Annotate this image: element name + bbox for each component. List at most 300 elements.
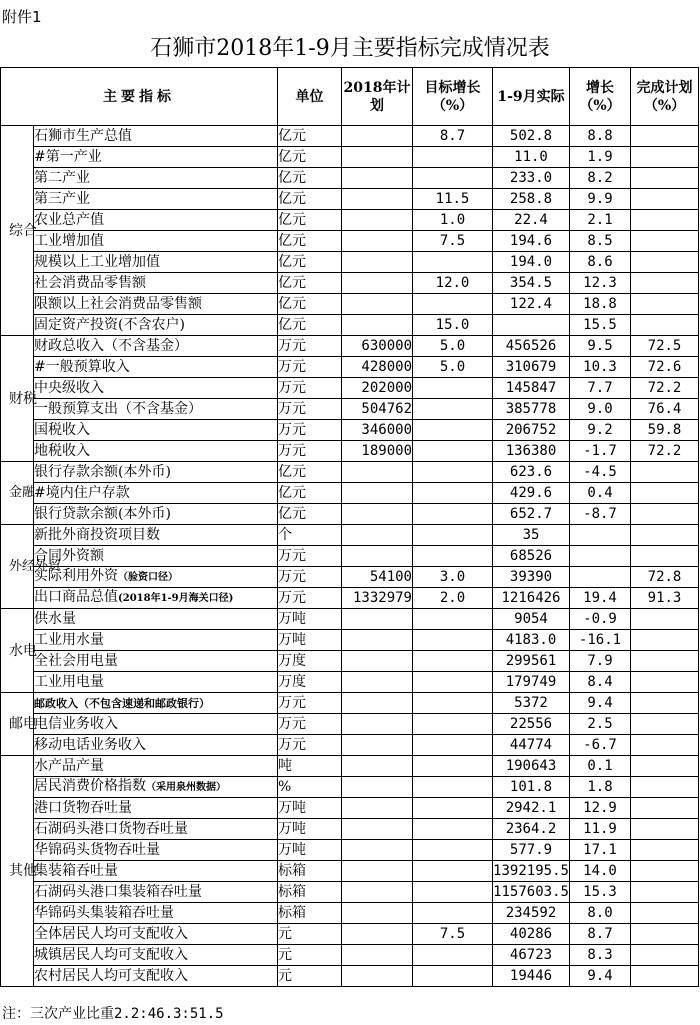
cell-plan [342,798,413,819]
cell-unit: 万元 [278,336,342,357]
indicator-name-text: 农村居民人均可支配收入 [34,967,188,984]
indicator-name-text: 水产品产量 [34,757,104,774]
indicator-note: （采用泉州数据） [146,782,226,793]
cell-growth: 10.3 [570,357,631,378]
indicator-name [34,483,278,504]
indicator-name [34,861,278,882]
cell-actual: 145847 [493,378,570,399]
cell-target [413,798,493,819]
indicator-note: (2018年1-9月海关口径) [118,593,234,604]
table-row [1,693,699,714]
cell-growth: -4.5 [570,462,631,483]
cell-growth: 15.5 [570,315,631,336]
cell-plan [342,777,413,798]
table-body [1,126,699,987]
group-label-text: 邮电 [9,716,37,732]
cell-plan [342,252,413,273]
indicator-name-text: 固定资产投资(不含农户) [34,316,185,333]
cell-completion: 72.2 [631,378,699,399]
header-row [1,68,699,126]
cell-actual: 46723 [493,945,570,966]
table-row [1,546,699,567]
header-completion: 完成计划（%） [631,68,699,126]
cell-completion [631,966,699,987]
indicator-name [34,252,278,273]
cell-completion [631,840,699,861]
cell-actual: 5372 [493,693,570,714]
cell-actual: 354.5 [493,273,570,294]
indicator-name-text: 电信业务收入 [34,715,118,732]
cell-plan: 346000 [342,420,413,441]
cell-completion [631,210,699,231]
cell-target: 3.0 [413,567,493,588]
cell-plan [342,294,413,315]
indicator-name-text: 中央级收入 [34,379,104,396]
cell-actual: 502.8 [493,126,570,147]
cell-completion [631,273,699,294]
cell-plan [342,861,413,882]
indicator-name-text: 石狮市生产总值 [34,127,132,144]
cell-plan [342,126,413,147]
cell-completion [631,756,699,777]
cell-target [413,483,493,504]
indicator-name-text: 社会消费品零售额 [34,274,146,291]
cell-actual: 9054 [493,609,570,630]
cell-target [413,756,493,777]
cell-completion [631,735,699,756]
group-label-g6 [1,693,37,756]
cell-actual: 22.4 [493,210,570,231]
table-row [1,357,699,378]
cell-completion: 72.8 [631,567,699,588]
cell-growth: 8.5 [570,231,631,252]
cell-unit: 吨 [278,756,342,777]
indicator-name-text: 集装箱吞吐量 [34,862,118,879]
cell-unit: 万度 [278,651,342,672]
header-growth: 增长（%） [570,68,631,126]
cell-actual: 429.6 [493,483,570,504]
group-label-g3 [1,462,34,525]
cell-plan [342,504,413,525]
cell-target [413,147,493,168]
cell-growth: 9.4 [570,966,631,987]
group-label-g4 [1,525,62,609]
cell-unit: 万元 [278,441,342,462]
cell-actual: 19446 [493,966,570,987]
indicator-name [34,357,278,378]
indicator-name [34,126,278,147]
indicator-name [34,672,278,693]
indicator-name-text: 邮政收入（不包含速递和邮政银行） [34,696,210,710]
cell-target [413,462,493,483]
cell-growth: 8.6 [570,252,631,273]
cell-plan [342,840,413,861]
cell-growth: 8.0 [570,903,631,924]
cell-completion [631,630,699,651]
indicator-name [34,546,278,567]
cell-actual: 22556 [493,714,570,735]
cell-plan [342,546,413,567]
cell-actual: 1157603.5 [493,882,570,903]
cell-target: 7.5 [413,924,493,945]
table-row [1,273,699,294]
cell-plan [342,231,413,252]
cell-actual: 190643 [493,756,570,777]
cell-unit: 标箱 [278,882,342,903]
indicator-name-text: 工业增加值 [34,232,104,249]
cell-target [413,777,493,798]
cell-completion [631,777,699,798]
indicator-name-text: 国税收入 [34,421,90,438]
cell-unit: % [278,777,342,798]
table-row [1,588,699,609]
cell-unit: 万吨 [278,630,342,651]
cell-unit: 万元 [278,693,342,714]
cell-actual: 179749 [493,672,570,693]
cell-unit: 亿元 [278,147,342,168]
table-row [1,483,699,504]
indicator-name-text: 第三产业 [34,190,90,207]
cell-unit: 万吨 [278,609,342,630]
cell-completion [631,861,699,882]
cell-completion [631,231,699,252]
indicator-name-text: 农业总产值 [34,211,104,228]
cell-unit: 万元 [278,567,342,588]
cell-completion [631,798,699,819]
cell-unit: 万吨 [278,819,342,840]
cell-target [413,630,493,651]
cell-unit: 亿元 [278,504,342,525]
cell-growth [570,546,631,567]
indicator-note: （验资口径） [118,572,178,583]
cell-actual: 310679 [493,357,570,378]
cell-actual: 623.6 [493,462,570,483]
cell-actual: 44774 [493,735,570,756]
cell-growth: -16.1 [570,630,631,651]
cell-actual: 577.9 [493,840,570,861]
cell-plan: 202000 [342,378,413,399]
cell-unit: 万元 [278,735,342,756]
indicator-name [34,441,278,462]
cell-growth: 11.9 [570,819,631,840]
indicator-name [34,903,278,924]
cell-target: 8.7 [413,126,493,147]
table-row [1,399,699,420]
indicator-name [34,378,278,399]
cell-actual: 1392195.5 [493,861,570,882]
cell-growth: 19.4 [570,588,631,609]
indicator-name [34,189,278,210]
table-row [1,882,699,903]
indicator-name [34,924,278,945]
indicator-name [34,735,278,756]
cell-target [413,252,493,273]
indicator-name [34,336,278,357]
cell-actual: 233.0 [493,168,570,189]
cell-growth: 18.8 [570,294,631,315]
group-label-text: 财税 [9,390,37,407]
cell-target [413,546,493,567]
cell-completion [631,903,699,924]
cell-completion [631,315,699,336]
table-row [1,861,699,882]
table-row [1,231,699,252]
cell-unit: 元 [278,966,342,987]
cell-growth: -0.9 [570,609,631,630]
cell-target: 5.0 [413,336,493,357]
indicator-name [34,147,278,168]
cell-target [413,420,493,441]
cell-growth: 12.9 [570,798,631,819]
cell-unit: 元 [278,945,342,966]
cell-plan: 1332979 [342,588,413,609]
cell-target [413,672,493,693]
cell-actual: 68526 [493,546,570,567]
cell-plan: 54100 [342,567,413,588]
cell-growth: 8.4 [570,672,631,693]
cell-actual [493,315,570,336]
indicator-name-text: 工业用水量 [34,631,104,648]
cell-completion [631,609,699,630]
cell-target: 11.5 [413,189,493,210]
indicator-name [34,651,278,672]
indicator-name [34,462,278,483]
cell-target [413,504,493,525]
table-row [1,420,699,441]
cell-growth: 14.0 [570,861,631,882]
cell-plan [342,819,413,840]
cell-actual: 136380 [493,441,570,462]
cell-completion: 72.2 [631,441,699,462]
cell-unit: 亿元 [278,294,342,315]
indicator-name [34,231,278,252]
group-label-g1 [1,126,37,336]
cell-plan [342,189,413,210]
header-plan: 2018年计划 [342,68,413,126]
cell-unit: 个 [278,525,342,546]
cell-growth: 0.1 [570,756,631,777]
cell-plan [342,945,413,966]
table-row [1,147,699,168]
cell-growth: -6.7 [570,735,631,756]
table-row [1,441,699,462]
indicator-name-text: 城镇居民人均可支配收入 [34,946,188,963]
attachment-label: 附件1 [2,8,42,26]
cell-target [413,378,493,399]
indicator-name [34,630,278,651]
indicator-name-text: 全社会用电量 [34,652,118,669]
indicator-name-text: 规模以上工业增加值 [34,253,160,270]
cell-growth: 7.7 [570,378,631,399]
cell-actual: 11.0 [493,147,570,168]
table-row [1,609,699,630]
cell-unit: 亿元 [278,483,342,504]
indicator-name-text: 华锦码头集装箱吞吐量 [34,904,174,921]
cell-actual: 2364.2 [493,819,570,840]
group-label-g5 [1,609,37,693]
cell-target [413,882,493,903]
indicator-name-text: 新批外商投资项目数 [34,526,160,543]
indicator-name-text: 限额以上社会消费品零售额 [34,295,202,312]
indicator-name-text: 财政总收入（不含基金） [34,337,188,354]
cell-unit: 元 [278,924,342,945]
cell-growth: 2.5 [570,714,631,735]
cell-target: 5.0 [413,357,493,378]
indicator-name-text: 港口货物吞吐量 [34,799,132,816]
cell-unit: 亿元 [278,315,342,336]
indicator-name [34,609,278,630]
cell-completion [631,546,699,567]
cell-completion [631,714,699,735]
cell-actual: 652.7 [493,504,570,525]
cell-completion: 72.5 [631,336,699,357]
table-row [1,315,699,336]
cell-target [413,168,493,189]
indicator-name-text: 合同外资额 [34,547,104,564]
cell-target [413,651,493,672]
cell-completion [631,693,699,714]
cell-plan [342,462,413,483]
cell-growth: 17.1 [570,840,631,861]
cell-completion [631,819,699,840]
cell-completion [631,168,699,189]
cell-plan [342,273,413,294]
indicator-name [34,945,278,966]
cell-unit: 亿元 [278,462,342,483]
cell-target: 2.0 [413,588,493,609]
cell-unit: 万吨 [278,840,342,861]
indicator-name-text: 地税收入 [34,442,90,459]
cell-plan [342,630,413,651]
cell-completion [631,672,699,693]
indicator-name [34,714,278,735]
cell-actual: 194.0 [493,252,570,273]
indicator-name [34,819,278,840]
cell-target: 7.5 [413,231,493,252]
cell-plan [342,924,413,945]
cell-growth: 8.8 [570,126,631,147]
cell-completion [631,504,699,525]
cell-completion: 72.6 [631,357,699,378]
indicator-name-text: 第二产业 [34,169,90,186]
table-row [1,378,699,399]
indicator-name [34,798,278,819]
cell-plan [342,651,413,672]
table-row [1,126,699,147]
cell-completion [631,483,699,504]
cell-unit: 万元 [278,378,342,399]
cell-unit: 亿元 [278,189,342,210]
cell-completion [631,924,699,945]
cell-growth: -1.7 [570,441,631,462]
indicator-name-text: 供水量 [34,610,76,627]
group-label-text: 水电 [9,642,37,659]
cell-target: 15.0 [413,315,493,336]
cell-unit: 万元 [278,357,342,378]
table-row [1,210,699,231]
cell-plan [342,147,413,168]
indicator-name [34,315,278,336]
header-unit: 单位 [278,68,342,126]
cell-actual: 122.4 [493,294,570,315]
cell-plan: 189000 [342,441,413,462]
cell-growth: 9.4 [570,693,631,714]
cell-growth: 1.9 [570,147,631,168]
indicator-name-text: 华锦码头货物吞吐量 [34,841,160,858]
cell-completion [631,294,699,315]
table-row [1,756,699,777]
cell-completion [631,882,699,903]
cell-unit: 万元 [278,588,342,609]
cell-actual: 4183.0 [493,630,570,651]
indicator-name [34,210,278,231]
indicator-name-text: 出口商品总值 [34,589,118,605]
indicator-name-text: 居民消费价格指数 [34,778,146,794]
cell-target [413,903,493,924]
cell-actual: 234592 [493,903,570,924]
indicator-name-text: #第一产业 [34,148,102,165]
group-label-text: 其他 [9,863,37,879]
cell-growth: 9.9 [570,189,631,210]
cell-unit: 亿元 [278,273,342,294]
indicator-name [34,273,278,294]
table-row [1,735,699,756]
table-row [1,651,699,672]
indicator-name-text: 工业用电量 [34,673,104,690]
table-row [1,945,699,966]
cell-completion [631,462,699,483]
indicator-name-text: #一般预算收入 [34,358,130,375]
footnote: 注：三次产业比重2.2:46.3:51.5 [2,1006,224,1022]
cell-unit: 万元 [278,714,342,735]
cell-target [413,609,493,630]
cell-unit: 亿元 [278,168,342,189]
cell-plan [342,966,413,987]
indicator-name [34,399,278,420]
cell-plan [342,756,413,777]
cell-unit: 万吨 [278,798,342,819]
indicator-name-text: #境内住户存款 [34,484,130,501]
cell-actual: 385778 [493,399,570,420]
indicator-name-text: 移动电话业务收入 [34,736,146,753]
cell-growth [570,567,631,588]
cell-unit: 万元 [278,399,342,420]
indicator-name [34,882,278,903]
cell-growth: 15.3 [570,882,631,903]
table-row [1,966,699,987]
cell-target [413,714,493,735]
table-row [1,903,699,924]
cell-unit: 标箱 [278,903,342,924]
cell-unit: 亿元 [278,210,342,231]
indicator-name [34,294,278,315]
group-label-text: 外经外贸 [9,558,62,574]
cell-growth: 8.3 [570,945,631,966]
cell-plan [342,168,413,189]
cell-target [413,693,493,714]
table-row [1,630,699,651]
table-row [1,840,699,861]
cell-plan [342,315,413,336]
table-row [1,672,699,693]
indicator-name-text: 银行贷款余额(本外币) [34,505,171,522]
table-row [1,798,699,819]
cell-actual: 456526 [493,336,570,357]
cell-target [413,840,493,861]
table-row [1,714,699,735]
table-row [1,294,699,315]
table-row [1,168,699,189]
